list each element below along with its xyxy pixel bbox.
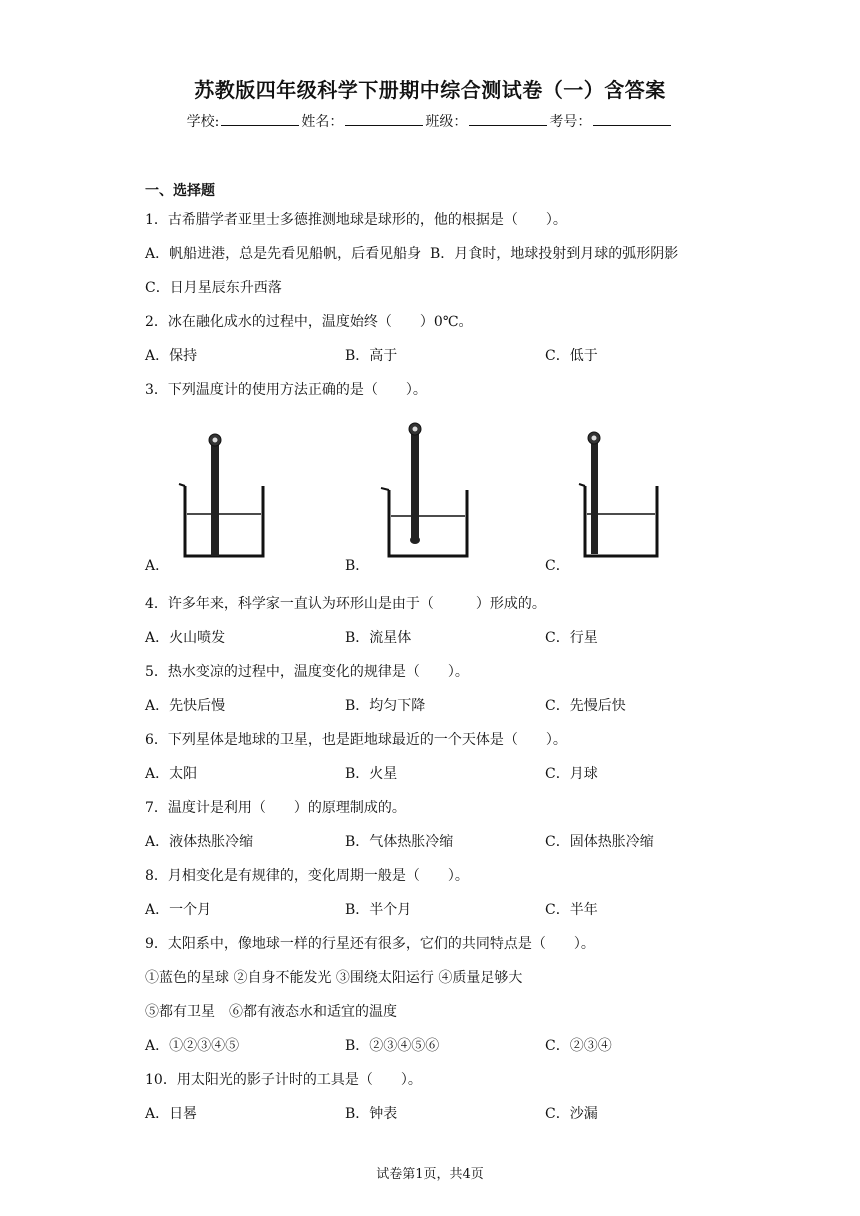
question-7-option-b[interactable]: B．气体热胀冷缩 (345, 834, 454, 850)
school-blank[interactable] (221, 113, 299, 126)
question-2-option-a[interactable]: A．保持 (145, 348, 198, 364)
class-blank[interactable] (469, 113, 547, 126)
question-8-option-a[interactable]: A．一个月 (145, 902, 212, 918)
thermometer-figures (145, 420, 745, 575)
question-1-option-c[interactable]: C．日月星辰东升西落 (145, 280, 282, 296)
figure-a-label[interactable]: A． (145, 558, 170, 574)
question-8-stem: 8．月相变化是有规律的，变化周期一般是（ ）。 (145, 868, 469, 884)
question-7-option-c[interactable]: C．固体热胀冷缩 (545, 834, 654, 850)
question-4-option-b[interactable]: B．流星体 (345, 630, 412, 646)
number-label: 考号： (549, 114, 592, 130)
question-2-stem: 2．冰在融化成水的过程中，温度始终（ ）0℃。 (145, 314, 473, 330)
question-5-stem: 5．热水变凉的过程中，温度变化的规律是（ ）。 (145, 664, 469, 680)
name-label: 姓名： (301, 114, 344, 130)
question-4-option-c[interactable]: C．行星 (545, 630, 598, 646)
question-9-stem: 9．太阳系中，像地球一样的行星还有很多，它们的共同特点是（ ）。 (145, 936, 595, 952)
number-blank[interactable] (593, 113, 671, 126)
class-label: 班级： (425, 114, 468, 130)
question-6-option-b[interactable]: B．火星 (345, 766, 398, 782)
question-10-option-c[interactable]: C．沙漏 (545, 1106, 598, 1122)
question-9-option-b[interactable]: B．②③④⑤⑥ (345, 1038, 440, 1054)
question-10-stem: 10．用太阳光的影子计时的工具是（ ）。 (145, 1072, 422, 1088)
question-4-option-a[interactable]: A．火山喷发 (145, 630, 226, 646)
student-info-line (0, 111, 860, 131)
question-5-option-a[interactable]: A．先快后慢 (145, 698, 226, 714)
question-6-option-c[interactable]: C．月球 (545, 766, 598, 782)
question-7-option-a[interactable]: A．液体热胀冷缩 (145, 834, 254, 850)
figure-c-label[interactable]: C． (545, 558, 570, 574)
name-blank[interactable] (345, 113, 423, 126)
question-6-stem: 6．下列星体是地球的卫星，也是距地球最近的一个天体是（ ）。 (145, 732, 567, 748)
question-5-option-c[interactable]: C．先慢后快 (545, 698, 626, 714)
school-label: 学校: (186, 114, 220, 130)
question-7-stem: 7．温度计是利用（ ）的原理制成的。 (145, 800, 406, 816)
question-8-option-b[interactable]: B．半个月 (345, 902, 412, 918)
question-2-option-c[interactable]: C．低于 (545, 348, 598, 364)
question-1-option-a[interactable]: A．帆船进港，总是先看见船帆，后看见船身 (145, 246, 422, 262)
question-1-stem: 1．古希腊学者亚里士多德推测地球是球形的，他的根据是（ ）。 (145, 212, 567, 228)
figure-a-thermometer-touching-bottom (173, 420, 273, 560)
question-5-option-b[interactable]: B．均匀下降 (345, 698, 426, 714)
question-9-statements-line-2: ⑤都有卫星 ⑥都有液态水和适宜的温度 (145, 1004, 397, 1020)
figure-c-thermometer-touching-wall (575, 420, 675, 560)
question-9-statements-line-1: ①蓝色的星球 ②自身不能发光 ③围绕太阳运行 ④质量足够大 (145, 970, 523, 986)
question-8-option-c[interactable]: C．半年 (545, 902, 598, 918)
page-footer: 试卷第1页，共4页 (376, 1167, 484, 1182)
question-2-option-b[interactable]: B．高于 (345, 348, 398, 364)
question-6-option-a[interactable]: A．太阳 (145, 766, 198, 782)
section-heading: 一、选择题 (145, 183, 215, 199)
exam-title: 苏教版四年级科学下册期中综合测试卷（一）含答案 (194, 78, 666, 102)
question-3-stem: 3．下列温度计的使用方法正确的是（ ）。 (145, 382, 427, 398)
question-10-option-b[interactable]: B．钟表 (345, 1106, 398, 1122)
question-10-option-a[interactable]: A．日晷 (145, 1106, 198, 1122)
question-1-option-b[interactable]: B．月食时，地球投射到月球的弧形阴影 (430, 246, 679, 262)
figure-b-thermometer-correct (377, 420, 477, 560)
question-9-option-a[interactable]: A．①②③④⑤ (145, 1038, 240, 1054)
figure-b-label[interactable]: B． (345, 558, 370, 574)
question-9-option-c[interactable]: C．②③④ (545, 1038, 612, 1054)
question-4-stem: 4．许多年来，科学家一直认为环形山是由于（ ）形成的。 (145, 596, 546, 612)
